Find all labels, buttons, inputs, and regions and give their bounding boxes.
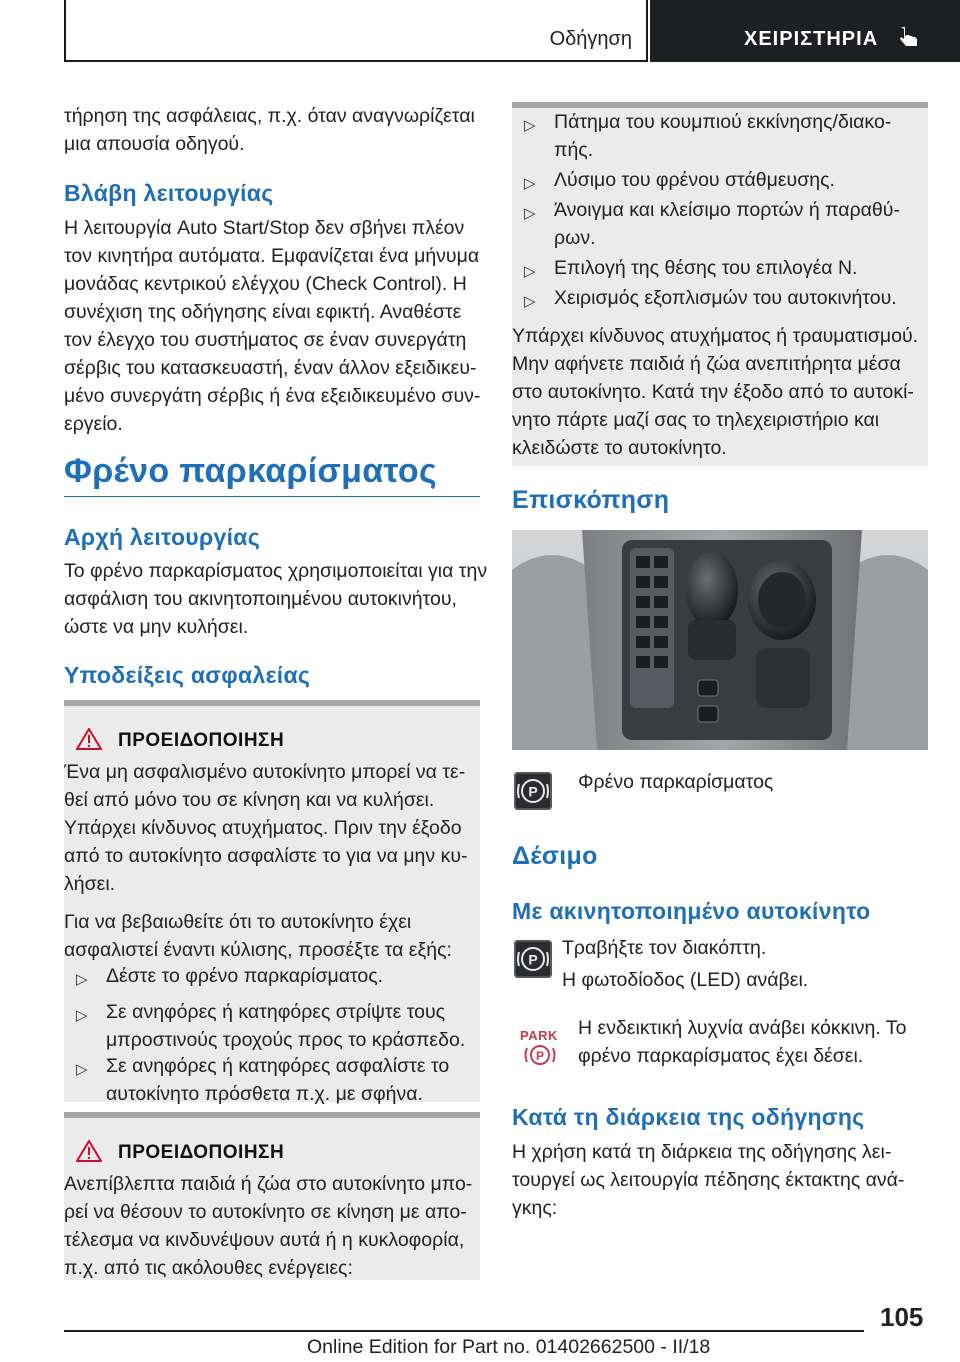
driving-line: τουργεί ως λειτουργία πέδησης έκτακτης ανά- [512,1169,905,1191]
malfunction-line: σέρβις του κατασκευαστή, έναν άλλον εξειδικευ- [64,357,477,379]
button-caption: Φρένο παρκαρίσματος [578,771,774,793]
list-item [524,108,924,166]
warning-box-2 [64,1112,480,1280]
list-item-text: Δέστε το φρένο παρκαρίσματος. [106,965,384,987]
list-item-text: αυτοκίνητο πρόσθετα π.χ. με σφήνα. [106,1083,423,1105]
stationary-heading: Με ακινητοποιημένο αυτοκίνητο [512,898,871,924]
malfunction-line: μένο συνεργάτη σέρβις ή ένα εξειδικευμένο συν- [64,385,481,407]
warning-line: από το αυτοκίνητο ασφαλίστε το για να μην κυ- [64,845,468,867]
warning-line: τέλεσμα να κινδυνέψουν αυτά ή η κυκλοφορία, [64,1229,465,1251]
risk-line: κλειδώστε το αυτοκίνητο. [512,437,727,459]
heading-rule [64,496,480,497]
warning-line: λήσει. [64,873,116,895]
bullet-triangle-icon: ▷ [76,1061,88,1078]
warning-line: ρεί να θέσουν το αυτοκίνητο σε κίνηση με απο- [64,1201,467,1223]
warning-line: ασφαλιστεί έναντι κύλισης, προσέξτε τα εξής: [64,939,452,961]
malfunction-line: Η λειτουργία Auto Start/Stop δεν σβήνει πλέον [64,217,465,239]
list-item [76,998,476,1056]
malfunction-line: συνέχιση της οδήγησης είναι εφικτή. Αναθέστε [64,301,462,323]
principle-line: Το φρένο παρκαρίσματος χρησιμοποιείται για την [64,560,488,582]
park-indicator-label: PARK [520,1028,558,1043]
hand-pointer-icon [896,24,922,55]
park-indicator-icon [520,1028,560,1068]
risk-line: Υπάρχει κίνδυνος ατυχήματος ή τραυματισμού. [512,325,919,347]
pull-switch-text: Τραβήξτε τον διακόπτη. [562,937,767,959]
risk-line: νητο πάρτε μαζί σας το τηλεχειριστήριο και [512,409,880,431]
risk-line: στο αυτοκίνητο. Κατά την έξοδο από το αυτοκί- [512,381,914,403]
driving-line: Η χρήση κατά τη διάρκεια της οδήγησης λει- [512,1141,892,1163]
list-item-text: πής. [554,139,594,161]
page-number: 105 [880,1302,924,1332]
warning-line: Ανεπίβλεπτα παιδιά ή ζώα στο αυτοκίνητο μπο- [64,1173,473,1195]
list-item-text: Χειρισμός εξοπλισμών του αυτοκινήτου. [554,287,897,309]
indicator-line: Η ενδεικτική λυχνία ανάβει κόκκινη. Το [578,1017,907,1039]
list-item [524,196,924,254]
bullet-triangle-icon: ▷ [524,263,536,280]
warning-triangle-icon [76,1140,102,1167]
list-item [524,284,924,314]
parking-brake-button-icon [514,940,552,978]
safety-heading: Υποδείξεις ασφαλείας [64,662,311,688]
warning-title: ΠΡΟΕΙΔΟΠΟΙΗΣΗ [118,730,285,751]
svg-text:P: P [528,951,538,968]
intro-line-2: μια απουσία οδηγού. [64,133,245,155]
driving-line: γκης: [512,1197,558,1219]
risk-line: Μην αφήνετε παιδιά ή ζώα ανεπιτήρητα μέσα [512,353,901,375]
malfunction-line: τον κινητήρα αυτόματα. Εμφανίζεται ένα μήνυμα [64,245,480,267]
header-section-tab [64,0,648,62]
list-item-text: Σε ανηφόρες ή κατηφόρες ασφαλίστε το [106,1055,450,1077]
warning-title: ΠΡΟΕΙΔΟΠΟΙΗΣΗ [118,1142,285,1163]
svg-text:P: P [528,783,538,800]
bullet-triangle-icon: ▷ [524,175,536,192]
warning-box-1 [64,700,480,1105]
list-item-text: Επιλογή της θέσης του επιλογέα N. [554,257,858,279]
header-section-label: Οδήγηση [549,28,632,50]
list-item-text: Λύσιμο του φρένου στάθμευσης. [554,169,835,191]
warning-continuation-box [512,102,928,466]
bullet-triangle-icon: ▷ [524,293,536,310]
list-item-text: Άνοιγμα και κλείσιμο πορτών ή παραθύ- [554,199,900,221]
bullet-triangle-icon: ▷ [76,1007,88,1024]
led-text: Η φωτοδίοδος (LED) ανάβει. [562,969,809,991]
overview-heading: Επισκόπηση [512,486,670,514]
list-item-text: ρων. [554,227,596,249]
principle-heading: Αρχή λειτουργίας [64,524,260,550]
footer-edition: Online Edition for Part no. 01402662500 - II/18 [307,1336,711,1358]
indicator-line: φρένο παρκαρίσματος έχει δέσει. [578,1045,864,1067]
footer-rule [64,1330,864,1332]
warning-line: θεί από μόνο του σε κίνηση και να κυλήσει. [64,789,435,811]
warning-triangle-icon [76,728,102,755]
list-item [76,1052,476,1110]
list-item-text: Σε ανηφόρες ή κατηφόρες στρίψτε τους [106,1001,446,1023]
list-item [524,166,924,196]
principle-line: ασφάλιση του ακινητοποιημένου αυτοκινήτου, [64,588,457,610]
parking-brake-button-icon [514,772,552,810]
malfunction-line: εργείο. [64,413,123,435]
main-heading: Φρένο παρκαρίσματος [64,452,437,490]
warning-line: π.χ. από τις ακόλουθες ενέργειες: [64,1257,353,1279]
header-chapter-label: ΧΕΙΡΙΣΤΗΡΙΑ [744,28,879,50]
malfunction-line: τον έλεγχο του συστήματος σε έναν συνεργάτη [64,329,467,351]
list-item-text: μπροστινούς τροχούς προς το κράσπεδο. [106,1029,466,1051]
driving-heading: Κατά τη διάρκεια της οδήγησης [512,1104,865,1130]
intro-line-1: τήρηση της ασφάλειας, π.χ. όταν αναγνωρίζεται [64,105,475,127]
center-console-photo [512,530,928,750]
bullet-triangle-icon: ▷ [524,205,536,222]
warning-line: Υπάρχει κίνδυνος ατυχήματος. Πριν την έξοδο [64,817,462,839]
warning-line: Ένα μη ασφαλισμένο αυτοκίνητο μπορεί να τε- [64,761,466,783]
malfunction-heading: Βλάβη λειτουργίας [64,180,274,206]
header-chapter-tab [650,0,960,62]
engage-heading: Δέσιμο [512,842,598,870]
principle-line: ώστε να μην κυλήσει. [64,616,249,638]
list-item [76,962,476,992]
malfunction-line: μονάδας κεντρικού ελέγχου (Check Control). Η [64,273,467,295]
svg-text:P: P [535,1049,545,1063]
bullet-triangle-icon: ▷ [76,971,88,988]
list-item [524,254,924,284]
warning-line: Για να βεβαιωθείτε ότι το αυτοκίνητο έχει [64,911,412,933]
bullet-triangle-icon: ▷ [524,117,536,134]
list-item-text: Πάτημα του κουμπιού εκκίνησης/διακο- [554,111,892,133]
